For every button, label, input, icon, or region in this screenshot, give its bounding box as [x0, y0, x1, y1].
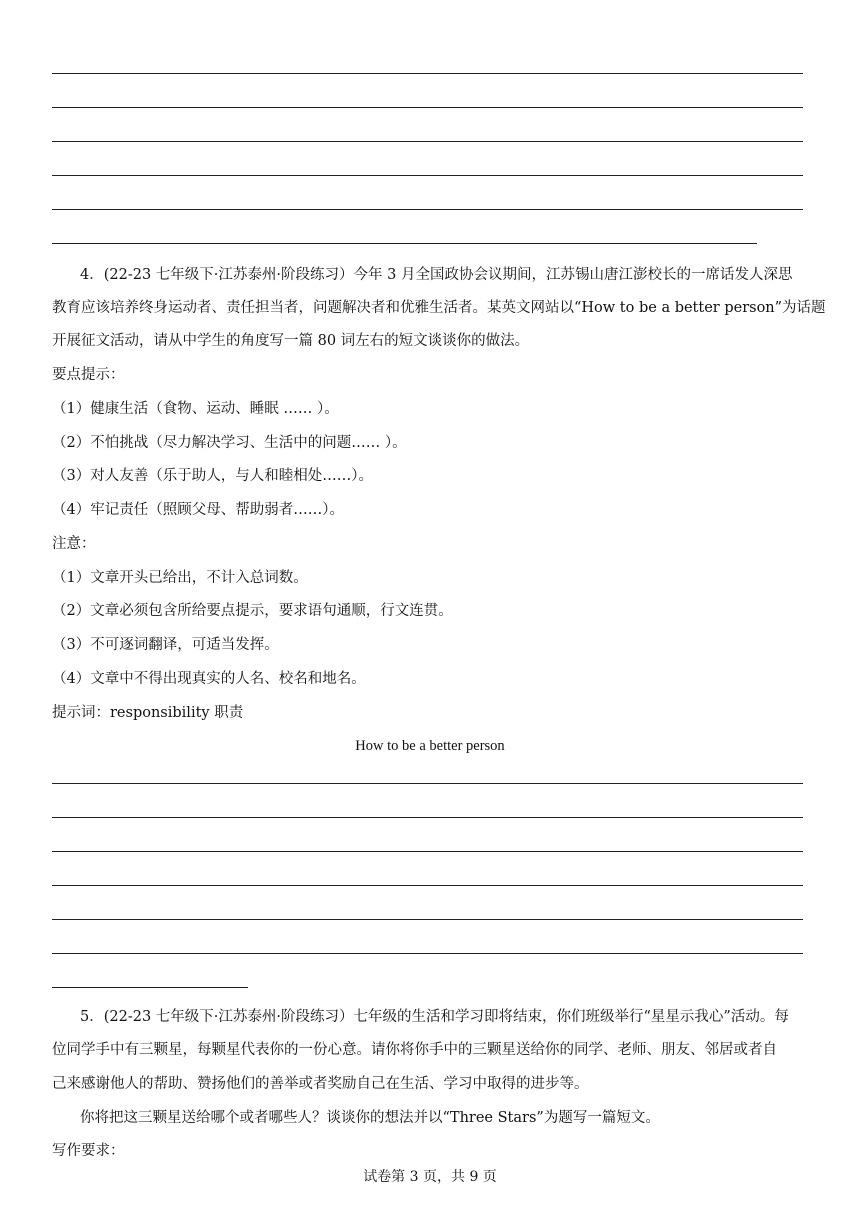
q5-intro-line-1: 5．(22-23 七年级下·江苏泰州·阶段练习）七年级的生活和学习即将结束，你们班级举行“星星示我心”活动。每: [80, 1009, 789, 1025]
q4-point-1: （1）健康生活（食物、运动、睡眠 …… ）。: [52, 401, 339, 417]
q4-points-title: 要点提示：: [52, 367, 125, 383]
q4-point-4: （4）牢记责任（照顾父母、帮助弱者……）。: [52, 502, 344, 518]
answer-line: [52, 953, 803, 954]
answer-line: [52, 783, 803, 784]
answer-line: [52, 107, 803, 108]
page-footer: 试卷第 3 页，共 9 页: [363, 1169, 497, 1185]
answer-line: [52, 817, 803, 818]
q5-intro-line-3: 己来感谢他人的帮助、赞扬他们的善举或者奖励自己在生活、学习中取得的进步等。: [52, 1076, 589, 1092]
q4-note-1: （1）文章开头已给出，不计入总词数。: [52, 570, 308, 586]
q4-note-3: （3）不可逐词翻译，可适当发挥。: [52, 637, 279, 653]
q4-intro-line-1: 4．(22-23 七年级下·江苏泰州·阶段练习）今年 3 月全国政协会议期间，江苏锡山唐江澎校长的一席话发人深思: [80, 267, 793, 283]
q4-note-2: （2）文章必须包含所给要点提示，要求语句通顺，行文连贯。: [52, 603, 453, 619]
answer-line: [52, 73, 803, 74]
q4-intro-line-2: 教育应该培养终身运动者、责任担当者，问题解决者和优雅生活者。某英文网站以“How to be a better person”为话题: [52, 300, 826, 316]
q4-essay-title: How to be a better person: [355, 738, 505, 754]
q4-hint: 提示词：responsibility 职责: [52, 705, 244, 721]
answer-line: [52, 141, 803, 142]
answer-line: [52, 209, 803, 210]
q4-point-2: （2）不怕挑战（尽力解决学习、生活中的问题…… ）。: [52, 435, 407, 451]
q5-prompt: 你将把这三颗星送给哪个或者哪些人？谈谈你的想法并以“Three Stars”为题写一篇短文。: [80, 1110, 660, 1126]
q4-note-4: （4）文章中不得出现真实的人名、校名和地名。: [52, 671, 366, 687]
q4-point-3: （3）对人友善（乐于助人，与人和睦相处……）。: [52, 468, 373, 484]
answer-line: [52, 987, 248, 988]
answer-line: [52, 175, 803, 176]
answer-line: [52, 919, 803, 920]
answer-line: [52, 851, 803, 852]
q5-intro-line-2: 位同学手中有三颗星，每颗星代表你的一份心意。请你将你手中的三颗星送给你的同学、老师、朋友、邻居或者自: [52, 1042, 777, 1058]
q4-notes-title: 注意：: [52, 536, 96, 552]
q5-requirements-title: 写作要求：: [52, 1143, 125, 1159]
q4-intro-line-3: 开展征文活动，请从中学生的角度写一篇 80 词左右的短文谈谈你的做法。: [52, 333, 530, 349]
answer-line: [52, 885, 803, 886]
answer-line: [52, 243, 757, 244]
